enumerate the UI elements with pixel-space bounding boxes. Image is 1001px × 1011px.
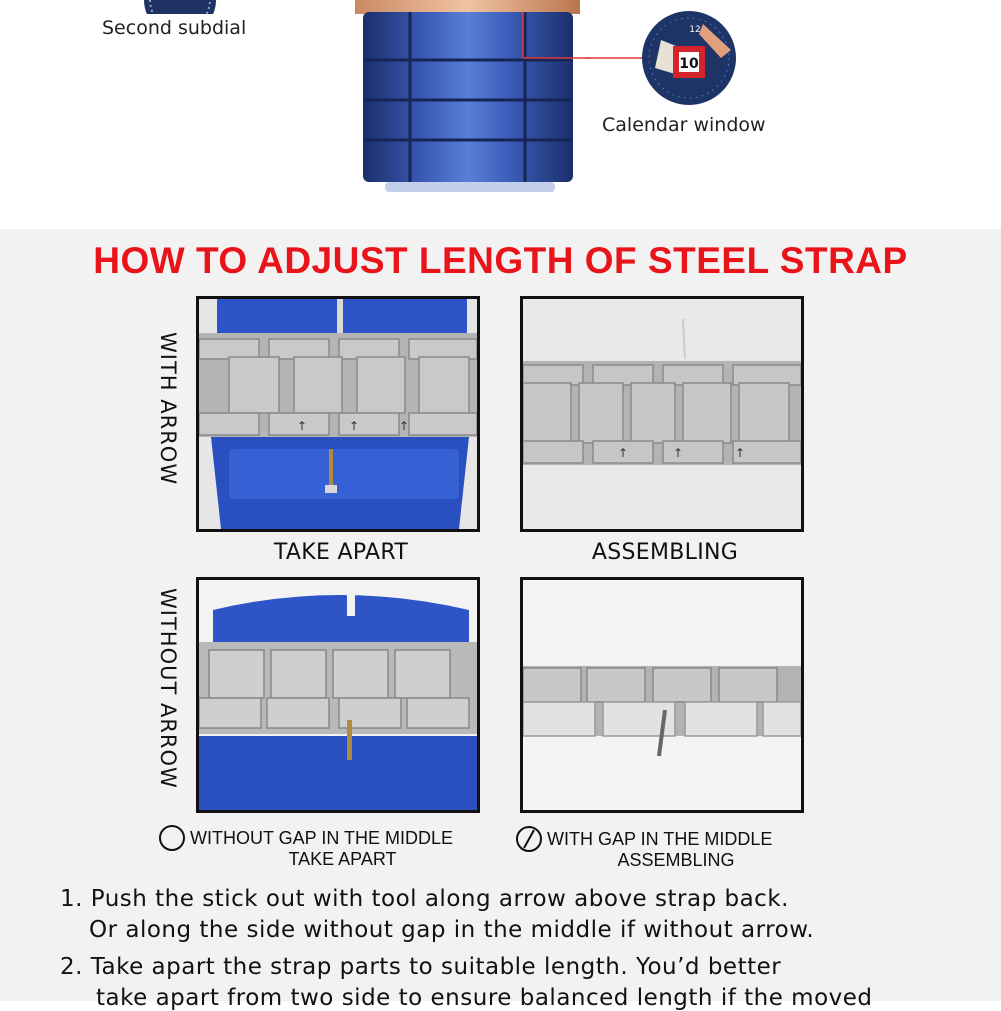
take-apart-without-arrow-photo (196, 577, 480, 813)
step-2-line-2: take apart from two side to ensure balanced length if the moved (96, 985, 873, 1011)
second-subdial-image (140, 0, 220, 14)
svg-text:↑: ↑ (735, 446, 746, 460)
watch-bracelet-image (355, 0, 590, 196)
without-arrow-label: WITHOUT ARROW (156, 588, 180, 789)
svg-text:↑: ↑ (673, 446, 684, 460)
second-subdial-label: Second subdial (102, 17, 247, 39)
with-gap-note: WITH GAP IN THE MIDDLE (547, 829, 773, 849)
step-1-line-2: Or along the side without gap in the middle if without arrow. (89, 917, 815, 943)
no-gap-circle-icon (158, 824, 186, 852)
take-apart-caption: TAKE APART (273, 540, 409, 565)
svg-text:↑: ↑ (618, 446, 629, 460)
assembling-with-arrow-photo (520, 296, 804, 532)
assembling-caption: ASSEMBLING (591, 540, 739, 565)
assembling-without-arrow-photo (520, 577, 804, 813)
step-2-line-1: 2. Take apart the strap parts to suitable length. You’d better (60, 954, 782, 980)
without-gap-note: WITHOUT GAP IN THE MIDDLE (190, 828, 454, 848)
svg-text:12: 12 (689, 25, 701, 35)
svg-text:↑: ↑ (297, 419, 308, 433)
calendar-digit: 10 (679, 56, 699, 72)
with-gap-note-action: ASSEMBLING (617, 850, 735, 870)
svg-text:↑: ↑ (399, 419, 410, 433)
callout-line (585, 57, 645, 61)
calendar-window-image (641, 10, 737, 106)
take-apart-with-arrow-photo (196, 296, 480, 532)
with-arrow-label: WITH ARROW (156, 332, 180, 486)
without-gap-note-action: TAKE APART (288, 849, 397, 869)
gap-circle-icon (514, 824, 544, 854)
page-title: HOW TO ADJUST LENGTH OF STEEL STRAP (93, 240, 908, 281)
calendar-window-label: Calendar window (602, 114, 766, 136)
product-feature-area (0, 0, 1001, 229)
svg-text:↑: ↑ (349, 419, 360, 433)
step-1-line-1: 1. Push the stick out with tool along arrow above strap back. (60, 886, 789, 912)
